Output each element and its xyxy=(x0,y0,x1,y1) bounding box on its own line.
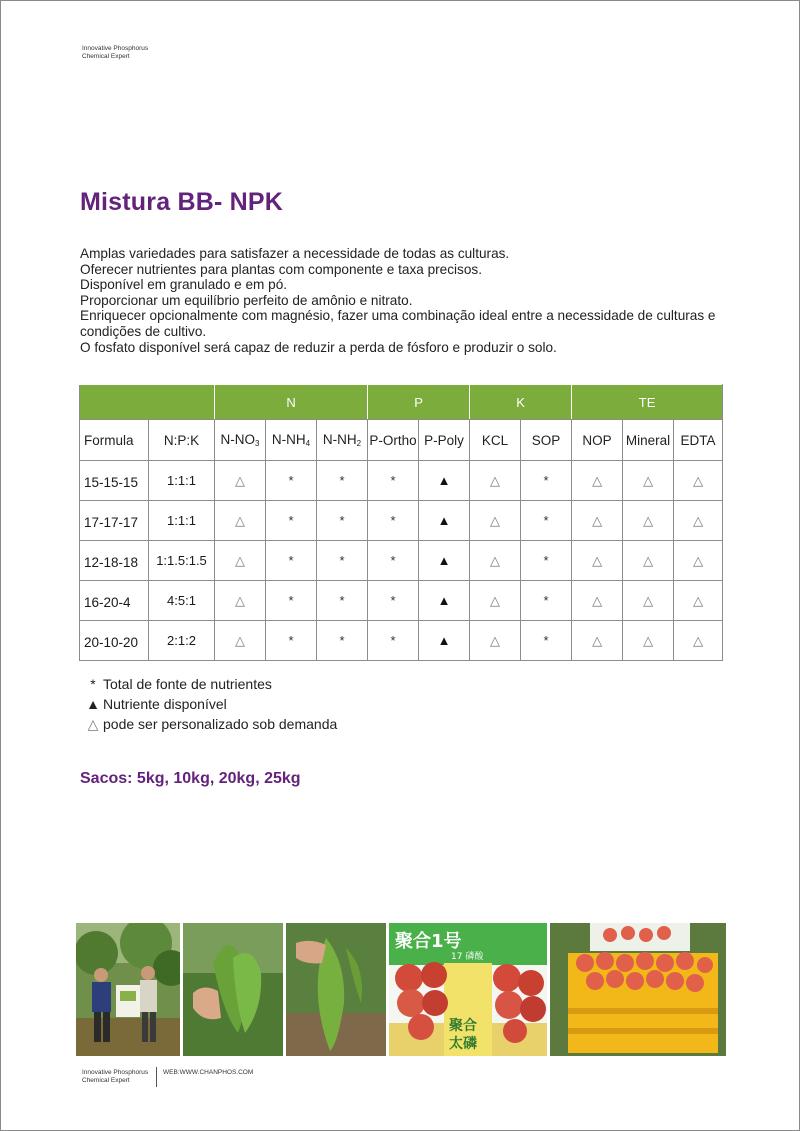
brand-footer xyxy=(82,1069,148,1085)
asterisk-icon: * xyxy=(266,461,317,501)
open-triangle-icon: △ xyxy=(215,541,266,581)
asterisk-icon: * xyxy=(317,541,368,581)
filled-triangle-icon: ▲ xyxy=(419,461,470,501)
cell-formula: 17-17-17 xyxy=(80,501,149,541)
open-triangle-icon: △ xyxy=(623,541,674,581)
col-header-n-nh4 xyxy=(266,420,317,461)
page-title: Mistura BB- NPK xyxy=(80,188,284,216)
asterisk-icon: * xyxy=(368,501,419,541)
group-header-k: K xyxy=(470,385,572,420)
subscript: 2 xyxy=(356,439,362,448)
open-triangle-icon: △ xyxy=(215,501,266,541)
intro-line: O fosfato disponível será capaz de reduzir a perda de fósforo e produzir o solo. xyxy=(80,339,557,355)
open-triangle-icon: △ xyxy=(572,581,623,621)
cell-ratio: 4:5:1 xyxy=(149,581,215,621)
open-triangle-icon: △ xyxy=(623,461,674,501)
cell-ratio: 1:1:1 xyxy=(149,501,215,541)
table-column-header-row xyxy=(80,420,723,461)
asterisk-icon: * xyxy=(521,461,572,501)
open-triangle-icon: △ xyxy=(623,501,674,541)
asterisk-icon: * xyxy=(521,541,572,581)
product-sub: 17 磷酸 xyxy=(451,952,484,962)
footer-divider xyxy=(156,1067,157,1087)
intro-text xyxy=(80,246,720,355)
brand-line-2: Chemical Expert xyxy=(82,53,130,60)
npk-table xyxy=(79,384,723,661)
cell-formula: 16-20-4 xyxy=(80,581,149,621)
open-triangle-icon: △ xyxy=(215,461,266,501)
asterisk-icon: * xyxy=(90,676,96,692)
intro-line: Oferecer nutrientes para plantas com componente e taxa precisos. xyxy=(80,261,482,277)
asterisk-icon: * xyxy=(317,501,368,541)
product-bottom: 聚合 xyxy=(449,1018,477,1034)
col-header-n-nh2 xyxy=(317,420,368,461)
open-triangle-icon: △ xyxy=(572,461,623,501)
asterisk-icon: * xyxy=(368,581,419,621)
asterisk-icon: * xyxy=(266,541,317,581)
table-row xyxy=(80,581,723,621)
open-triangle-icon: △ xyxy=(215,581,266,621)
col-header-mineral: Mineral xyxy=(623,420,674,461)
open-triangle-icon: △ xyxy=(470,541,521,581)
open-triangle-icon: △ xyxy=(674,501,723,541)
col-header-text: N-NH xyxy=(322,432,357,447)
cell-formula: 12-18-18 xyxy=(80,541,149,581)
group-header-p: P xyxy=(368,385,470,420)
col-header-p-ortho: P-Ortho xyxy=(368,420,419,461)
asterisk-icon: * xyxy=(266,621,317,661)
open-triangle-icon: △ xyxy=(215,621,266,661)
cell-ratio: 2:1:2 xyxy=(149,621,215,661)
legend-text: Nutriente disponível xyxy=(103,696,227,712)
legend-item-custom xyxy=(86,714,337,734)
asterisk-icon: * xyxy=(266,501,317,541)
brand-line-1: Innovative Phosphorus xyxy=(82,45,149,52)
filled-triangle-icon: ▲ xyxy=(419,581,470,621)
photo-leaf-closeup xyxy=(286,923,386,1056)
asterisk-icon: * xyxy=(368,461,419,501)
filled-triangle-icon: ▲ xyxy=(419,541,470,581)
table-body xyxy=(80,461,723,661)
legend-text: pode ser personalizado sob demanda xyxy=(103,716,338,732)
cell-formula: 20-10-20 xyxy=(80,621,149,661)
group-header-n: N xyxy=(215,385,368,420)
table-row xyxy=(80,541,723,581)
asterisk-icon: * xyxy=(521,581,572,621)
open-triangle-icon: △ xyxy=(674,461,723,501)
photo-peach-crates xyxy=(550,923,726,1056)
intro-line: Proporcionar um equilíbrio perfeito de amônio e nitrato. xyxy=(80,292,413,308)
intro-line: Amplas variedades para satisfazer a necessidade de todas as culturas. xyxy=(80,246,510,261)
asterisk-icon: * xyxy=(368,541,419,581)
group-header-blank xyxy=(80,385,215,420)
col-header-n-no3 xyxy=(215,420,266,461)
asterisk-icon: * xyxy=(266,581,317,621)
col-header-sop: SOP xyxy=(521,420,572,461)
asterisk-icon: * xyxy=(368,621,419,661)
open-triangle-icon: △ xyxy=(674,621,723,661)
group-header-te: TE xyxy=(572,385,723,420)
open-triangle-icon: △ xyxy=(470,501,521,541)
table-row xyxy=(80,621,723,661)
col-header-formula: Formula xyxy=(80,420,149,461)
intro-line: Disponível em granulado e em pó. xyxy=(80,277,288,293)
asterisk-icon: * xyxy=(317,461,368,501)
table-row xyxy=(80,461,723,501)
open-triangle-icon: △ xyxy=(470,461,521,501)
col-header-nop: NOP xyxy=(572,420,623,461)
brand-header xyxy=(82,45,148,61)
legend-item-available xyxy=(86,694,337,714)
open-triangle-icon: △ xyxy=(572,541,623,581)
filled-triangle-icon: ▲ xyxy=(419,501,470,541)
subscript: 4 xyxy=(305,439,311,448)
footer-web-link[interactable]: WEB:WWW.CHANPHOS.COM xyxy=(163,1069,254,1076)
asterisk-icon: * xyxy=(317,621,368,661)
col-header-kcl: KCL xyxy=(470,420,521,461)
open-triangle-icon: △ xyxy=(674,541,723,581)
open-triangle-icon: △ xyxy=(470,621,521,661)
brand-line-1: Innovative Phosphorus xyxy=(82,1069,149,1076)
open-triangle-icon: △ xyxy=(674,581,723,621)
open-triangle-icon: △ xyxy=(470,581,521,621)
filled-triangle-icon: ▲ xyxy=(86,696,100,712)
col-header-text: N-NO xyxy=(220,432,256,447)
open-triangle-icon: △ xyxy=(572,621,623,661)
photo-farmers-orchard xyxy=(76,923,180,1056)
photo-leaves-hand xyxy=(183,923,283,1056)
col-header-text: N-NH xyxy=(271,432,306,447)
open-triangle-icon: △ xyxy=(572,501,623,541)
open-triangle-icon: △ xyxy=(623,621,674,661)
table-row xyxy=(80,501,723,541)
col-header-p-poly: P-Poly xyxy=(419,420,470,461)
brand-line-2: Chemical Expert xyxy=(82,1077,130,1084)
asterisk-icon: * xyxy=(317,581,368,621)
asterisk-icon: * xyxy=(521,621,572,661)
intro-line: Enriquecer opcionalmente com magnésio, fazer uma combinação ideal entre a necessidade de culturas e condições de cultivo. xyxy=(80,308,716,339)
filled-triangle-icon: ▲ xyxy=(419,621,470,661)
table-group-header-row xyxy=(80,385,723,420)
photo-product-peaches xyxy=(389,923,547,1056)
col-header-edta: EDTA xyxy=(674,420,723,461)
product-bottom-2: 太磷 xyxy=(449,1036,477,1052)
cell-ratio: 1:1.5:1.5 xyxy=(149,541,215,581)
legend-item-total xyxy=(86,674,337,694)
legend xyxy=(86,674,337,734)
col-header-npk: N:P:K xyxy=(149,420,215,461)
cell-ratio: 1:1:1 xyxy=(149,461,215,501)
open-triangle-icon: △ xyxy=(623,581,674,621)
subscript: 3 xyxy=(255,439,260,448)
open-triangle-icon: △ xyxy=(87,716,99,732)
legend-text: Total de fonte de nutrientes xyxy=(103,676,272,692)
cell-formula: 15-15-15 xyxy=(80,461,149,501)
bag-sizes: Sacos: 5kg, 10kg, 20kg, 25kg xyxy=(80,770,301,787)
asterisk-icon: * xyxy=(521,501,572,541)
product-sign: 聚合1号 xyxy=(395,931,462,952)
